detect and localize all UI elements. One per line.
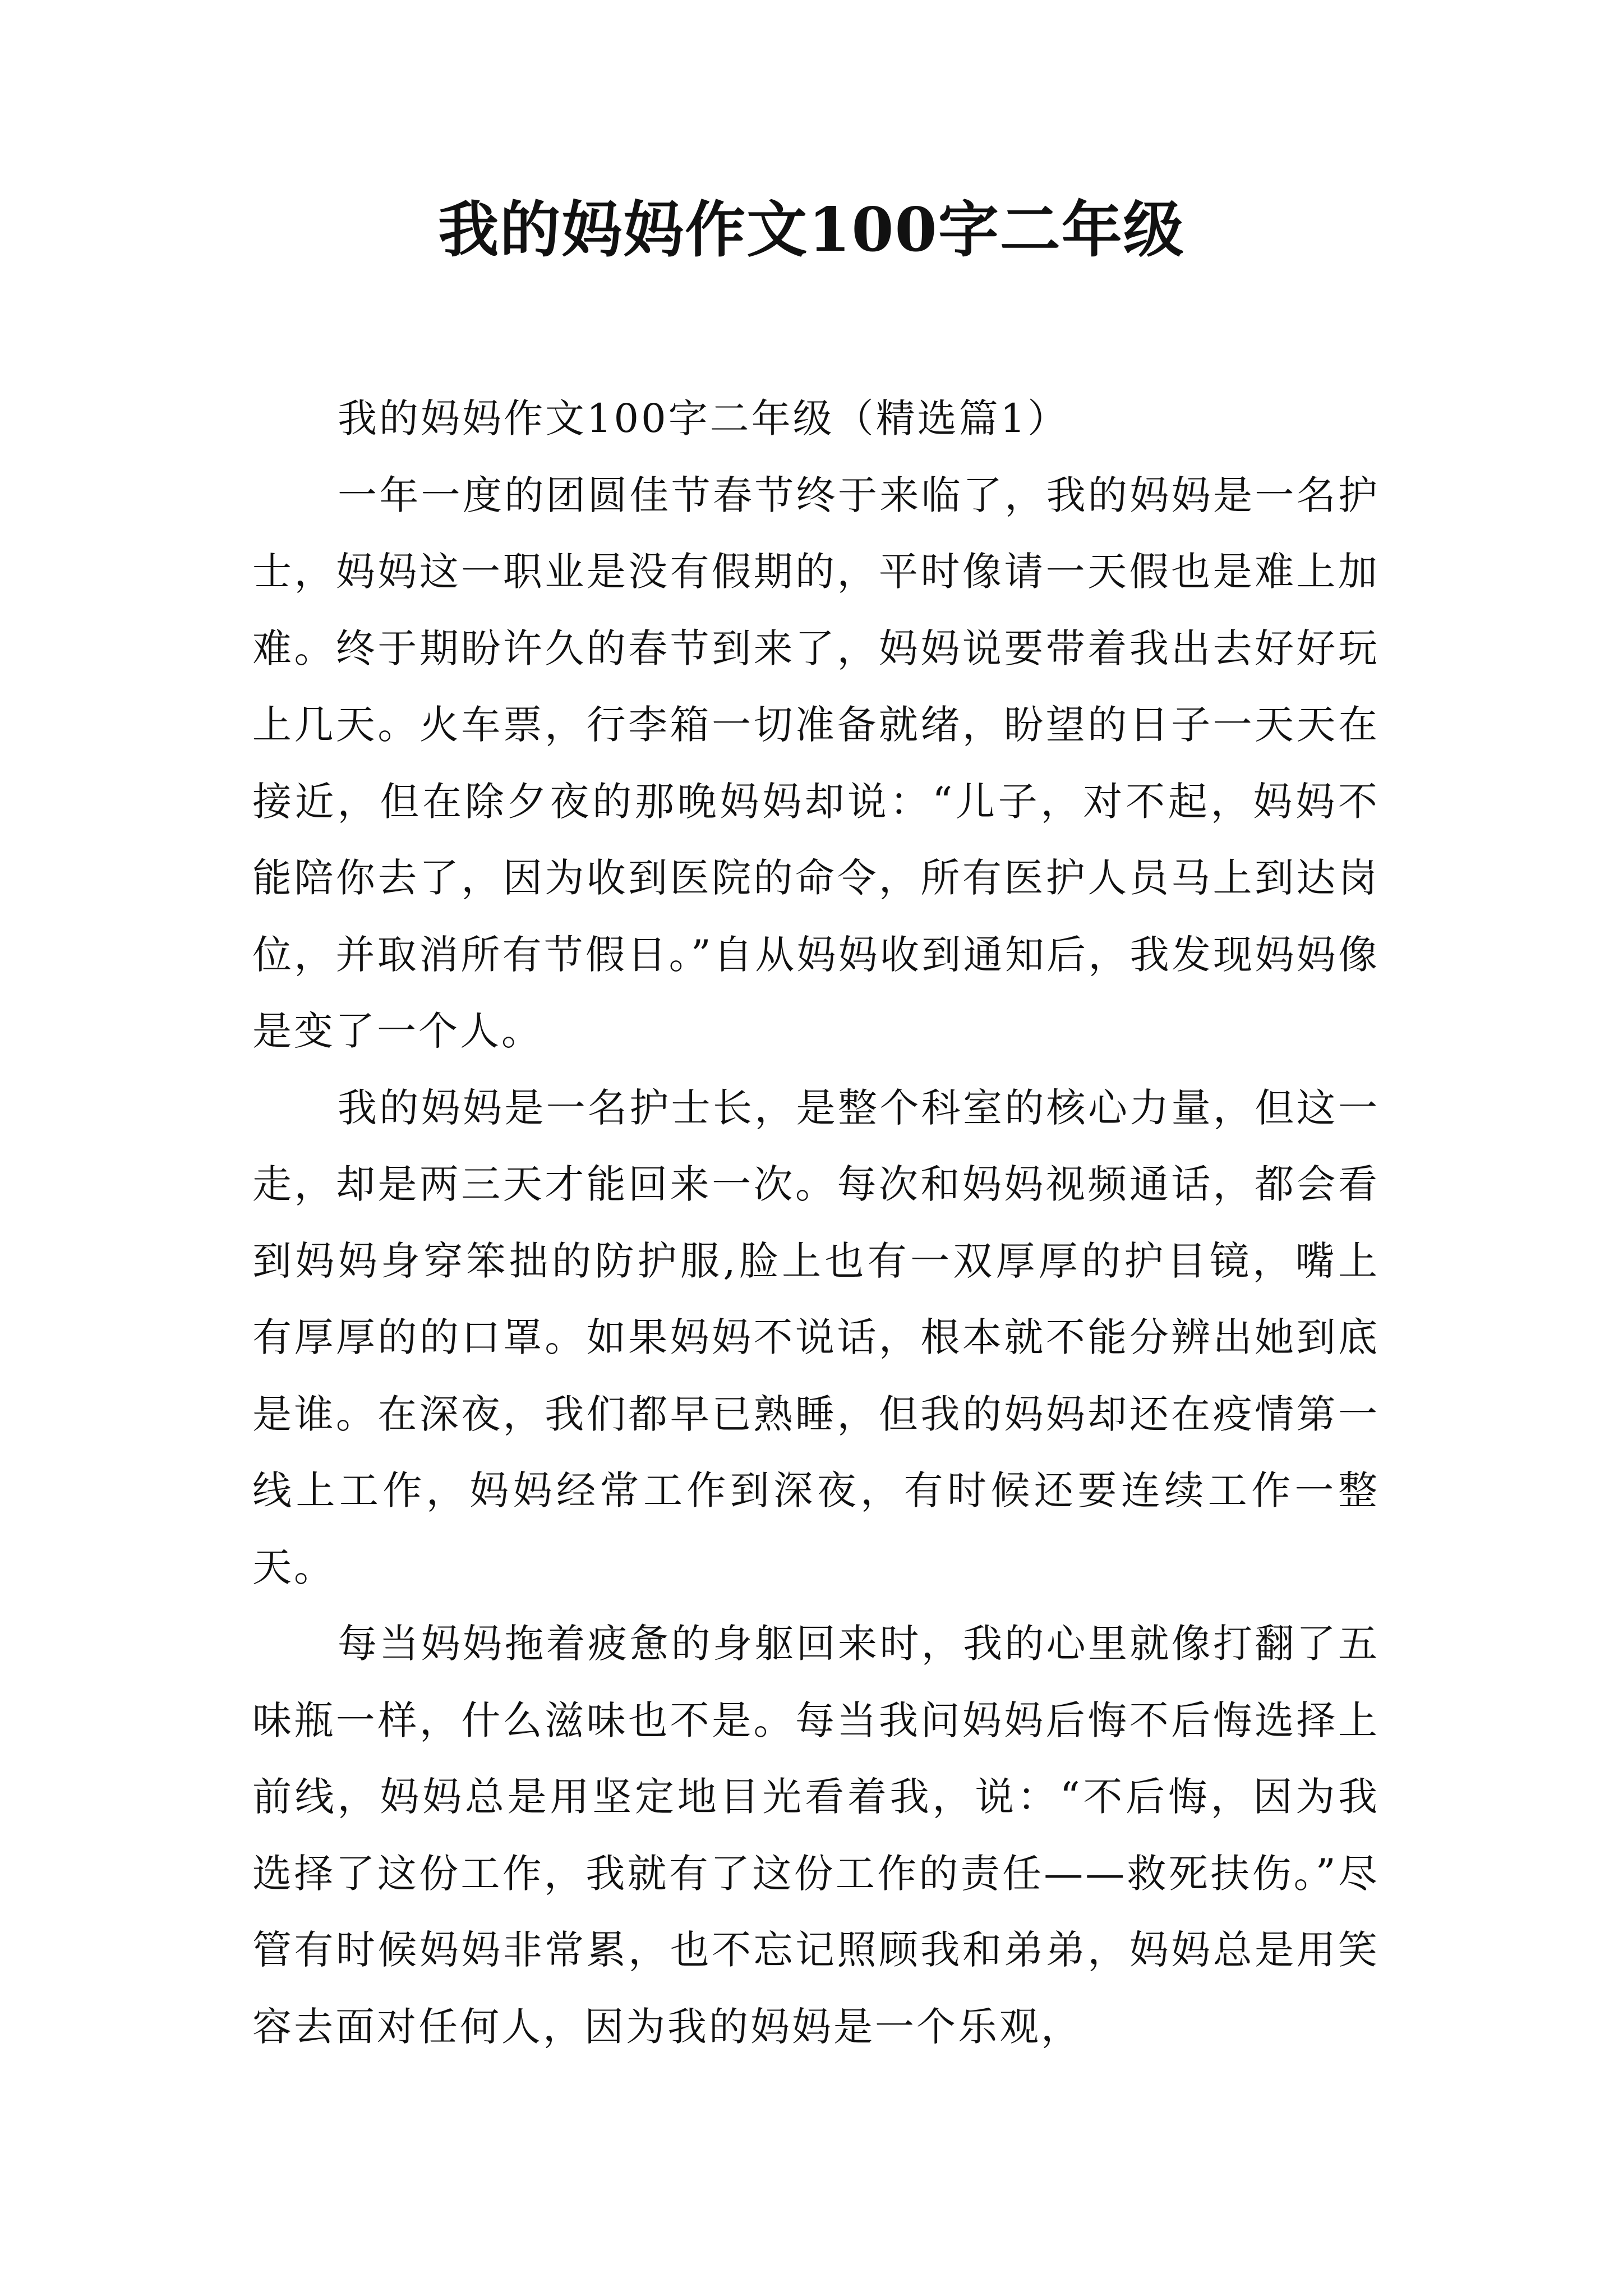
paragraph-3: 每当妈妈拖着疲惫的身躯回来时，我的心里就像打翻了五味瓶一样，什么滋味也不是。每当我问妈妈后悔不后悔选择上前线，妈妈总是用坚定地目光看着我，说：“不后悔，因为我选择了这份工作，我就有了这份工作的责任——救死扶伤。”尽管有时候妈妈非常累，也不忘记照顾我和弟弟，妈妈总是用笑容去面对任何人，因为我的妈妈是一个乐观， — [252, 1621, 1380, 2050]
section-heading: 我的妈妈作文100字二年级（精选篇1） — [338, 395, 1069, 441]
paragraph-1: 一年一度的团圆佳节春节终于来临了，我的妈妈是一名护士，妈妈这一职业是没有假期的，平时像请一天假也是难上加难。终于期盼许久的春节到来了，妈妈说要带着我出去好好玩上几天。火车票，行李箱一切准备就绪，盼望的日子一天天在接近，但在除夕夜的那晚妈妈却说：“儿子，对不起，妈妈不能陪你去了，因为收到医院的命令，所有医护人员马上到达岗位，并取消所有节假日。”自从妈妈收到通知后，我发现妈妈像是变了一个人。 — [252, 472, 1380, 1054]
document-title: 我的妈妈作文100字二年级 — [438, 195, 1185, 265]
document-body — [252, 380, 1380, 2065]
paragraph-2: 我的妈妈是一名护士长，是整个科室的核心力量，但这一走，却是两三天才能回来一次。每次和妈妈视频通话，都会看到妈妈身穿笨拙的防护服,脸上也有一双厚厚的护目镜，嘴上有厚厚的的口罩。如果妈妈不说话，根本就不能分辨出她到底是谁。在深夜，我们都早已熟睡，但我的妈妈却还在疫情第一线上工作，妈妈经常工作到深夜，有时候还要连续工作一整天。 — [252, 1084, 1380, 1590]
